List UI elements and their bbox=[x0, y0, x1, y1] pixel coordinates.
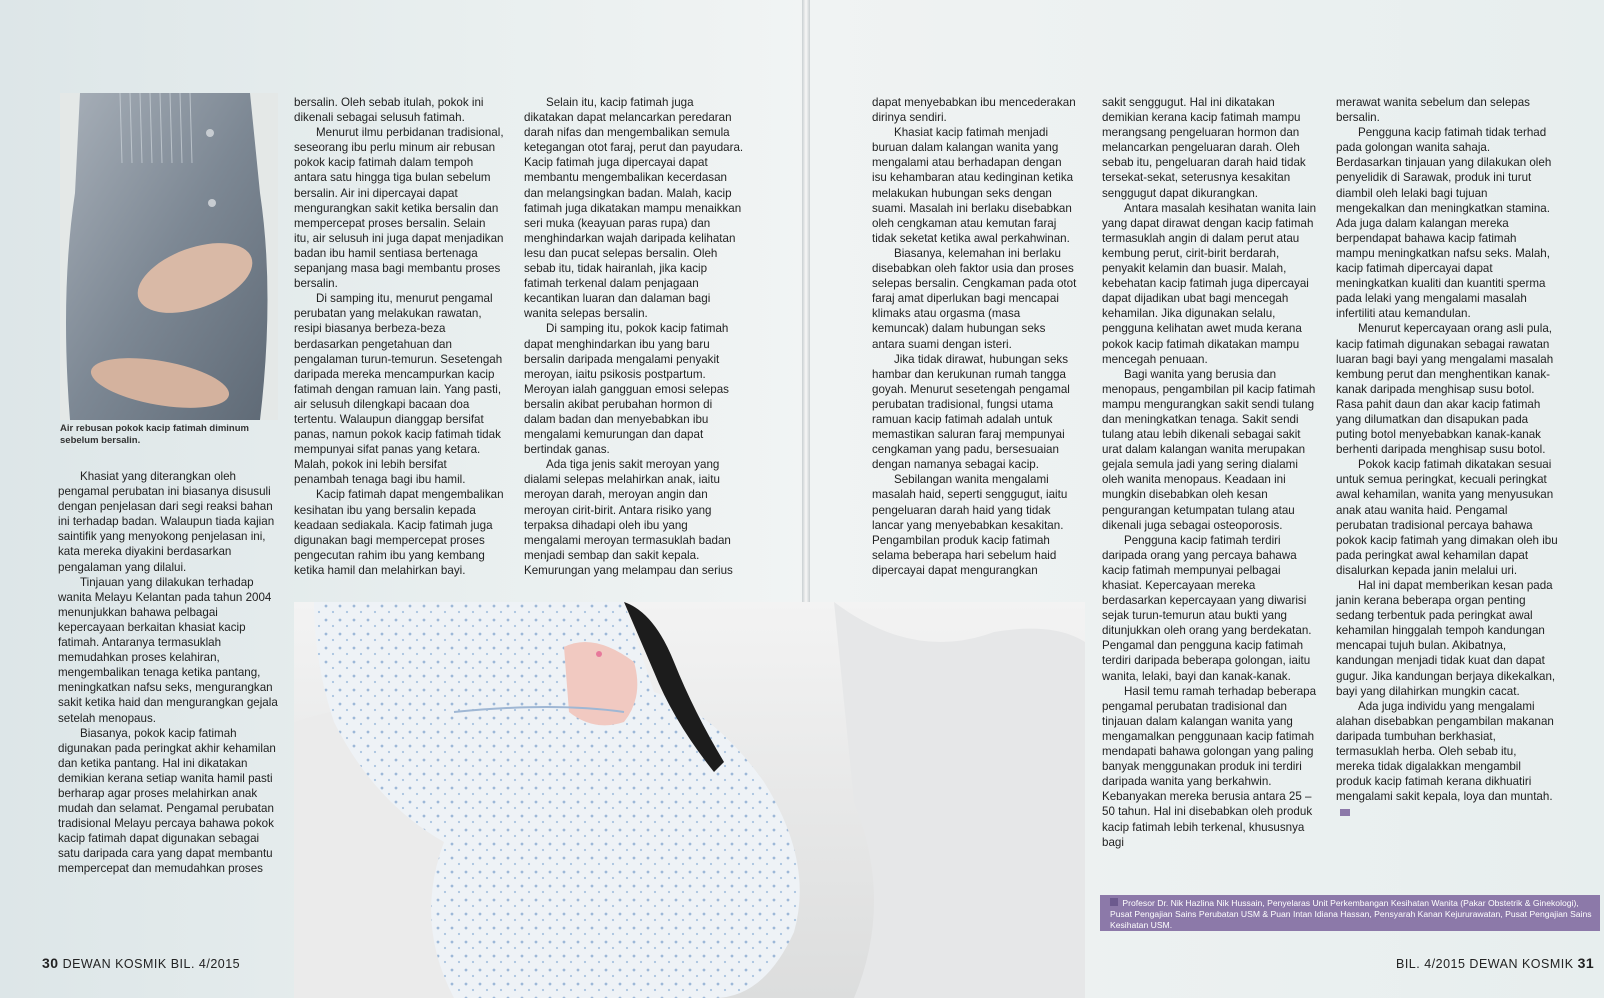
paragraph-text: Ada juga individu yang mengalami alahan disebabkan pengambilan makanan daripada tumbuhan berkhasiat, termasuklah herba. Oleh sebab itu, mereka tidak digalakkan mengambil produk kacip fatimah kerana dikhuatiri mengalami sakit kepala, loya dan muntah. bbox=[1336, 699, 1554, 804]
article-column-5 bbox=[1102, 95, 1320, 850]
article-column-6 bbox=[1336, 95, 1558, 820]
square-bullet-icon bbox=[1110, 898, 1118, 906]
paragraph: Hasil temu ramah terhadap beberapa pengamal perubatan tradisional dan tinjauan dalam kalangan wanita yang mengamalkan penggunaan kacip fatimah mendapati bahawa golongan yang paling banyak menggunakan produk ini terdiri daripada wanita yang berkahwin. Kebanyakan mereka berusia antara 25 – 50 tahun. Hal ini disebabkan oleh produk kacip fatimah lebih terkenal, khususnya bagi bbox=[1102, 684, 1317, 849]
paragraph: Bagi wanita yang berusia dan menopaus, pengambilan pil kacip fatimah mampu mengurangkan sakit sendi tulang dan meningkatkan tenaga. Sakit sendi tulang atau lebih dikenali sebagai sakit urat dalam kalangan wanita merupakan gejala semula jadi yang sering dialami oleh wanita menopaus. Keadaan ini mungkin disebabkan oleh kesan pengurangan ketumpatan tulang atau dikenali juga sebagai osteoporosis. bbox=[1102, 367, 1316, 532]
paragraph: bersalin. Oleh sebab itulah, pokok ini dikenali sebagai selusuh fatimah. bbox=[294, 96, 484, 125]
end-of-article-icon bbox=[1340, 809, 1350, 816]
paragraph: sakit senggugut. Hal ini dikatakan demikian kerana kacip fatimah mampu merangsang pengeluaran hormon dan melancarkan pengeluaran darah. Oleh sebab itu, pengeluaran darah haid tidak tersekat-sekat, seterusnya kesakitan senggugut dapat dikurangkan. bbox=[1102, 96, 1306, 200]
paragraph bbox=[1336, 699, 1558, 820]
paragraph: Tinjauan yang dilakukan terhadap wanita Melayu Kelantan pada tahun 2004 menunjukkan bahawa pelbagai kepercayaan berkaitan khasiat kacip fatimah. Antaranya termasuklah memudahkan proses kelahiran, mengembalikan tenaga ketika pantang, meningkatkan nafsu seks, mengurangkan sakit ketika haid dan mengurangkan gejala setelah menopaus. bbox=[58, 575, 278, 725]
left-folio bbox=[42, 955, 240, 971]
paragraph: Menurut ilmu perbidanan tradisional, seseorang ibu perlu minum air rebusan pokok kacip fatimah dalam tempoh antara satu hingga tiga bulan sebelum bersalin. Air ini dipercayai dapat mengurangkan sakit ketika bersalin dan mempercepat proses bersalin. Selain itu, air selusuh ini juga dapat menjadikan badan ibu hamil sentiasa bertenaga sepanjang masa bagi membantu proses bersalin. bbox=[294, 126, 504, 291]
paragraph: Biasanya, kelemahan ini berlaku disebabkan oleh faktor usia dan proses selepas bersalin. Cengkaman pada otot faraj amat diperlukan bagi mencapai klimaks atau orgasma (masa kemuncak) dalam hubungan seks antara suami dengan isteri. bbox=[872, 246, 1077, 351]
paragraph: Pokok kacip fatimah dikatakan sesuai untuk semua peringkat, kecuali peringkat awal kehamilan, wanita yang menyusukan anak atau wanita haid. Pengamal perubatan tradisional percaya bahawa pokok kacip fatimah yang dimakan oleh ibu pada peringkat awal kehamilan dapat disalurkan kepada janin melalui uri. bbox=[1336, 458, 1558, 577]
paragraph: Khasiat yang diterangkan oleh pengamal perubatan ini biasanya disusuli dengan penjelasan dari segi reaksi bahan ini terhadap badan. Walaupun tiada kajian saintifik yang menyokong penjelasan ini, kata mereka diyakini berdasarkan pengalaman yang dilalui. bbox=[58, 470, 275, 574]
paragraph: Sebilangan wanita mengalami masalah haid, seperti senggugut, iaitu pengeluaran darah haid yang tidak lancar yang menyebabkan kesakitan. Pengambilan produk kacip fatimah selama beberapa hari sebelum haid dipercayai dapat mengurangkan bbox=[872, 473, 1068, 577]
paragraph: Jika tidak dirawat, hubungan seks hambar dan kerukunan rumah tangga goyah. Menurut sesetengah pengamal perubatan tradisional, fungsi utama ramuan kacip fatimah adalah untuk memastikan saluran faraj mempunyai cengkaman yang padu, bersesuaian dengan namanya sebagai kacip. bbox=[872, 352, 1070, 472]
paragraph: Ada tiga jenis sakit meroyan yang dialami selepas melahirkan anak, iaitu meroyan darah, meroyan angin dan meroyan cirit-birit. Antara risiko yang terpaksa dihadapi oleh ibu yang mengalami meroyan termasuklah badan menjadi sembap dan sakit kepala. Kemurungan yang melampau dan serius bbox=[524, 458, 733, 577]
folio-text: BIL. 4/2015 DEWAN KOSMIK bbox=[1396, 957, 1574, 971]
article-column-3 bbox=[524, 95, 744, 578]
woman-in-pajamas-abdominal-pain-photo bbox=[294, 602, 1085, 998]
paragraph: dapat menyebabkan ibu mencederakan dirinya sendiri. bbox=[872, 96, 1076, 125]
paragraph: Pengguna kacip fatimah tidak terhad pada golongan wanita sahaja. Berdasarkan tinjauan yang dilakukan oleh penyelidik di Sarawak, produk ini turut diambil oleh lelaki bagi tujuan mengekalkan dan meningkatkan stamina. Ada juga dalam kalangan mereka berpendapat bahawa kacip fatimah mampu meningkatkan nafsu seks. Malah, kacip fatimah dipercayai dapat meningkatkan kualiti dan kuantiti sperma pada lelaki yang mengalami masalah infertiliti atau kemandulan. bbox=[1336, 126, 1552, 321]
article-column-4 bbox=[872, 95, 1077, 578]
paragraph: Khasiat kacip fatimah menjadi buruan dalam kalangan wanita yang mengalami atau berhadapan dengan isu kehambaran atau kedinginan ketika melakukan hubungan seks dengan suami. Masalah ini berlaku disebabkan oleh cengkaman atau kemutan faraj tidak seketat ketika awal perkahwinan. bbox=[872, 126, 1074, 245]
pregnant-belly-illustration bbox=[60, 93, 278, 420]
paragraph: merawat wanita sebelum dan selepas bersalin. bbox=[1336, 96, 1530, 125]
paragraph: Pengguna kacip fatimah terdiri daripada orang yang percaya bahawa kacip fatimah mempunyai pelbagai khasiat. Kepercayaan mereka berdasarkan kepercayaan yang diwarisi sejak turun-temurun atau bukti yang ditunjukkan oleh orang yang berdekatan. Pengamal dan pengguna kacip fatimah terdiri daripada beberapa golongan, iaitu wanita, lelaki, bayi dan kanak-kanak. bbox=[1102, 533, 1312, 683]
paragraph: Biasanya, pokok kacip fatimah digunakan pada peringkat akhir kehamilan dan ketika pantang. Hal ini dikatakan demikian kerana setiap wanita hamil pasti berharap agar proses melahirkan anak mudah dan selamat. Pengamal perubatan tradisional Melayu percaya bahawa pokok kacip fatimah dapat digunakan sebagai satu daripada cara yang dapat membantu mempercepat dan memudahkan proses bbox=[58, 726, 276, 876]
author-note: Profesor Dr. Nik Hazlina Nik Hussain, Penyelaras Unit Perkembangan Kesihatan Wanita (Pakar Obstetrik & Ginekologi), Pusat Pengajian Sains Perubatan USM & Puan Intan Idiana Hassan, Pensyarah Kanan Kejururawatan, Pusat Pengajian Sains Kesihatan USM. bbox=[1110, 898, 1592, 930]
article-column-1 bbox=[58, 469, 278, 877]
article-column-2 bbox=[294, 95, 504, 578]
paragraph: Di samping itu, pokok kacip fatimah dapat menghindarkan ibu yang baru bersalin daripada mengalami penyakit meroyan, iaitu psikosis postpartum. Meroyan ialah gangguan emosi selepas bersalin akibat perubahan hormon di dalam badan dan menyebabkan ibu mengalami kemurungan dan dapat bertindak ganas. bbox=[524, 322, 729, 457]
page-number: 31 bbox=[1577, 955, 1595, 971]
folio-text: DEWAN KOSMIK BIL. 4/2015 bbox=[62, 957, 241, 971]
page-number: 30 bbox=[42, 955, 59, 971]
paragraph: Di samping itu, menurut pengamal perubatan yang melakukan rawatan, resipi biasanya berbeza-beza berdasarkan pengetahuan dan pengalaman turun-temurun. Sesetengah daripada mereka mencampurkan kacip fatimah dengan ramuan lain. Yang pasti, air selusuh dilengkapi bacaan doa tertentu. Walaupun dianggap bersifat panas, namun pokok kacip fatimah tidak mempunyai sifat panas yang ketara. Malah, pokok ini lebih bersifat penambah tenaga bagi ibu hamil. bbox=[294, 292, 503, 487]
woman-in-pajamas-illustration bbox=[294, 602, 1085, 998]
pregnant-belly-photo bbox=[60, 93, 278, 420]
paragraph: Antara masalah kesihatan wanita lain yang dapat dirawat dengan kacip fatimah termasuklah angin di dalam perut atau kembung perut, cirit-birit berdarah, penyakit kelamin dan buasir. Malah, kebehatan kacip fatimah juga dipercayai dapat dijadikan ubat bagi mencegah kehamilan. Jika digunakan selalu, pengguna kelihatan awet muda kerana pokok kacip fatimah dikatakan mampu mencegah penuaan. bbox=[1102, 201, 1317, 366]
author-credit-box bbox=[1100, 895, 1600, 931]
right-folio bbox=[1396, 955, 1594, 971]
paragraph: Kacip fatimah dapat mengembalikan kesihatan ibu yang bersalin kepada keadaan sediakala. Kacip fatimah juga digunakan bagi mempercepat proses pengecutan rahim ibu yang kembang ketika hamil dan melahirkan bayi. bbox=[294, 488, 504, 577]
paragraph: Menurut kepercayaan orang asli pula, kacip fatimah digunakan sebagai rawatan luaran bagi bayi yang mengalami masalah kembung perut dan menghentikan kanak-kanak daripada menghisap susu botol. Rasa pahit daun dan akar kacip fatimah yang dilumatkan dan disapukan pada puting botol menyebabkan kanak-kanak berhenti daripada menghisap susu botol. bbox=[1336, 322, 1554, 457]
photo-caption: Air rebusan pokok kacip fatimah diminum sebelum bersalin. bbox=[60, 423, 249, 446]
paragraph: Hal ini dapat memberikan kesan pada janin kerana beberapa organ penting sedang terbentuk pada peringkat awal kehamilan hinggalah tempoh kandungan mencapai tujuh bulan. Akibatnya, kandungan menjadi tidak kuat dan dapat gugur. Jika kandungan berjaya dikekalkan, bayi yang dilahirkan mungkin cacat. bbox=[1336, 579, 1556, 698]
paragraph: Selain itu, kacip fatimah juga dikatakan dapat melancarkan peredaran darah nifas dan mengembalikan semula ketegangan otot faraj, perut dan payudara. Kacip fatimah juga dipercayai dapat membantu mengembalikan kecerdasan dan melangsingkan badan. Malah, kacip fatimah juga dikatakan mampu menaikkan seri muka (keayuan paras rupa) dan menghindarkan wajah daripada kelihatan lesu dan pucat selepas bersalin. Oleh sebab itu, tidak hairanlah, jika kacip fatimah terkenal dalam penjagaan kecantikan luaran dan dalaman bagi wanita selepas bersalin. bbox=[524, 96, 744, 321]
